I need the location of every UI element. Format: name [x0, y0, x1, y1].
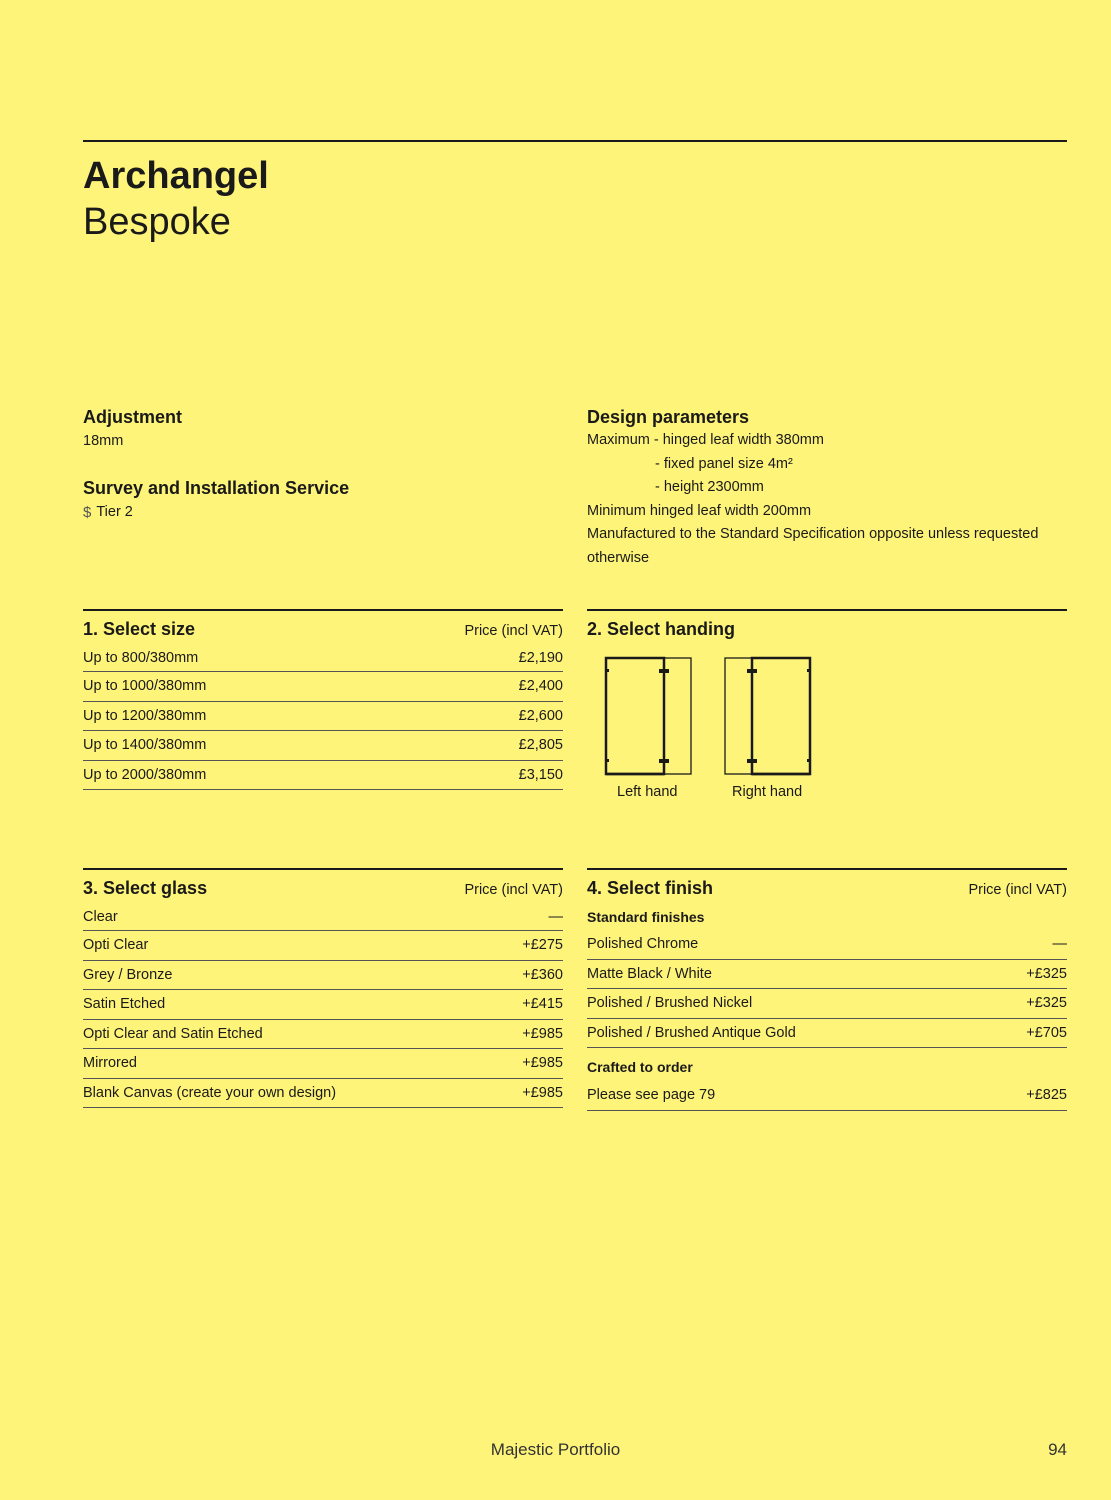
crafted-to-order-heading: Crafted to order — [587, 1058, 693, 1075]
standard-finishes-heading: Standard finishes — [587, 909, 705, 925]
finish-price: — — [1052, 936, 1067, 953]
glass-row[interactable] — [83, 1079, 563, 1109]
glass-label: Blank Canvas (create your own design) — [83, 1084, 337, 1101]
glass-price: — — [548, 909, 563, 925]
product-subtitle: Bespoke — [83, 201, 231, 243]
product-title: Archangel — [83, 155, 269, 197]
size-row[interactable] — [83, 731, 563, 761]
glass-price: +£415 — [522, 996, 563, 1013]
size-price: £2,190 — [518, 650, 563, 666]
glass-label: Opti Clear and Satin Etched — [83, 1025, 263, 1042]
glass-row[interactable] — [83, 931, 563, 961]
dollar-icon: $ — [83, 504, 92, 521]
right-hand-diagram[interactable] — [722, 655, 814, 779]
size-row[interactable] — [83, 645, 563, 672]
design-line: Minimum hinged leaf width 200mm — [587, 502, 812, 519]
glass-label: Mirrored — [83, 1055, 137, 1072]
handing-section — [587, 609, 1067, 645]
left-hand-diagram[interactable] — [603, 655, 695, 779]
glass-price-heading: Price (incl VAT) — [464, 882, 563, 898]
size-label: Up to 1000/380mm — [83, 678, 207, 695]
size-label: Up to 1200/380mm — [83, 707, 207, 724]
glass-section-header — [83, 870, 563, 904]
top-rule — [83, 140, 1067, 142]
glass-row[interactable] — [83, 1049, 563, 1079]
size-row[interactable] — [83, 672, 563, 702]
finish-label: Please see page 79 — [587, 1087, 716, 1104]
size-section — [83, 609, 563, 790]
finish-row[interactable] — [587, 1081, 1067, 1111]
finish-heading: 4. Select finish — [587, 878, 714, 898]
glass-label: Clear — [83, 909, 118, 925]
glass-price: +£985 — [522, 1055, 563, 1072]
finish-label: Polished / Brushed Antique Gold — [587, 1024, 796, 1041]
glass-heading: 3. Select glass — [83, 878, 208, 898]
finish-section-header — [587, 870, 1067, 904]
finish-row[interactable] — [587, 930, 1067, 960]
finish-row[interactable] — [587, 989, 1067, 1019]
finish-price: +£825 — [1026, 1087, 1067, 1104]
footer-title: Majestic Portfolio — [490, 1440, 621, 1459]
glass-price: +£985 — [522, 1084, 563, 1101]
finish-price: +£705 — [1026, 1024, 1067, 1041]
design-line: Maximum - hinged leaf width 380mm — [587, 432, 824, 448]
finish-label: Polished / Brushed Nickel — [587, 995, 753, 1012]
design-line: Manufactured to the Standard Specification opposite unless requested otherwise — [587, 526, 1039, 566]
handing-heading: 2. Select handing — [587, 619, 736, 639]
left-hand-label: Left hand — [617, 784, 678, 800]
glass-row[interactable] — [83, 904, 563, 931]
finish-price-heading: Price (incl VAT) — [968, 882, 1067, 898]
glass-label: Grey / Bronze — [83, 966, 173, 983]
size-price: £2,400 — [518, 678, 563, 695]
glass-price: +£275 — [522, 937, 563, 954]
glass-row[interactable] — [83, 990, 563, 1020]
size-label: Up to 1400/380mm — [83, 737, 207, 754]
design-heading: Design parameters — [587, 407, 750, 427]
survey-tier: Tier 2 — [96, 504, 133, 520]
adjustment-heading: Adjustment — [83, 407, 182, 427]
glass-price: +£985 — [522, 1025, 563, 1042]
page-number: 94 — [1048, 1440, 1067, 1459]
survey-heading: Survey and Installation Service — [83, 478, 350, 498]
glass-price: +£360 — [522, 966, 563, 983]
size-price: £2,805 — [518, 737, 563, 754]
size-heading: 1. Select size — [83, 619, 196, 639]
adjustment-value: 18mm — [83, 433, 124, 449]
size-label: Up to 2000/380mm — [83, 766, 207, 783]
glass-section — [83, 868, 563, 1108]
design-line: - height 2300mm — [655, 479, 764, 495]
finish-label: Matte Black / White — [587, 965, 712, 982]
finish-section — [587, 868, 1067, 1111]
finish-row[interactable] — [587, 960, 1067, 990]
glass-label: Opti Clear — [83, 937, 149, 954]
size-price-heading: Price (incl VAT) — [464, 623, 563, 639]
design-parameters — [587, 405, 1067, 570]
glass-row[interactable] — [83, 1020, 563, 1050]
survey-value-row — [83, 501, 133, 525]
glass-label: Satin Etched — [83, 996, 166, 1013]
size-section-header — [83, 611, 563, 645]
design-line: - fixed panel size 4m² — [655, 455, 793, 472]
finish-row[interactable] — [587, 1019, 1067, 1049]
finish-price: +£325 — [1026, 995, 1067, 1012]
handing-section-header — [587, 611, 1067, 645]
finish-price: +£325 — [1026, 965, 1067, 982]
size-price: £3,150 — [518, 766, 563, 783]
glass-row[interactable] — [83, 961, 563, 991]
right-hand-label: Right hand — [732, 784, 803, 800]
size-label: Up to 800/380mm — [83, 650, 199, 666]
size-row[interactable] — [83, 761, 563, 791]
size-row[interactable] — [83, 702, 563, 732]
finish-label: Polished Chrome — [587, 936, 699, 953]
size-price: £2,600 — [518, 707, 563, 724]
